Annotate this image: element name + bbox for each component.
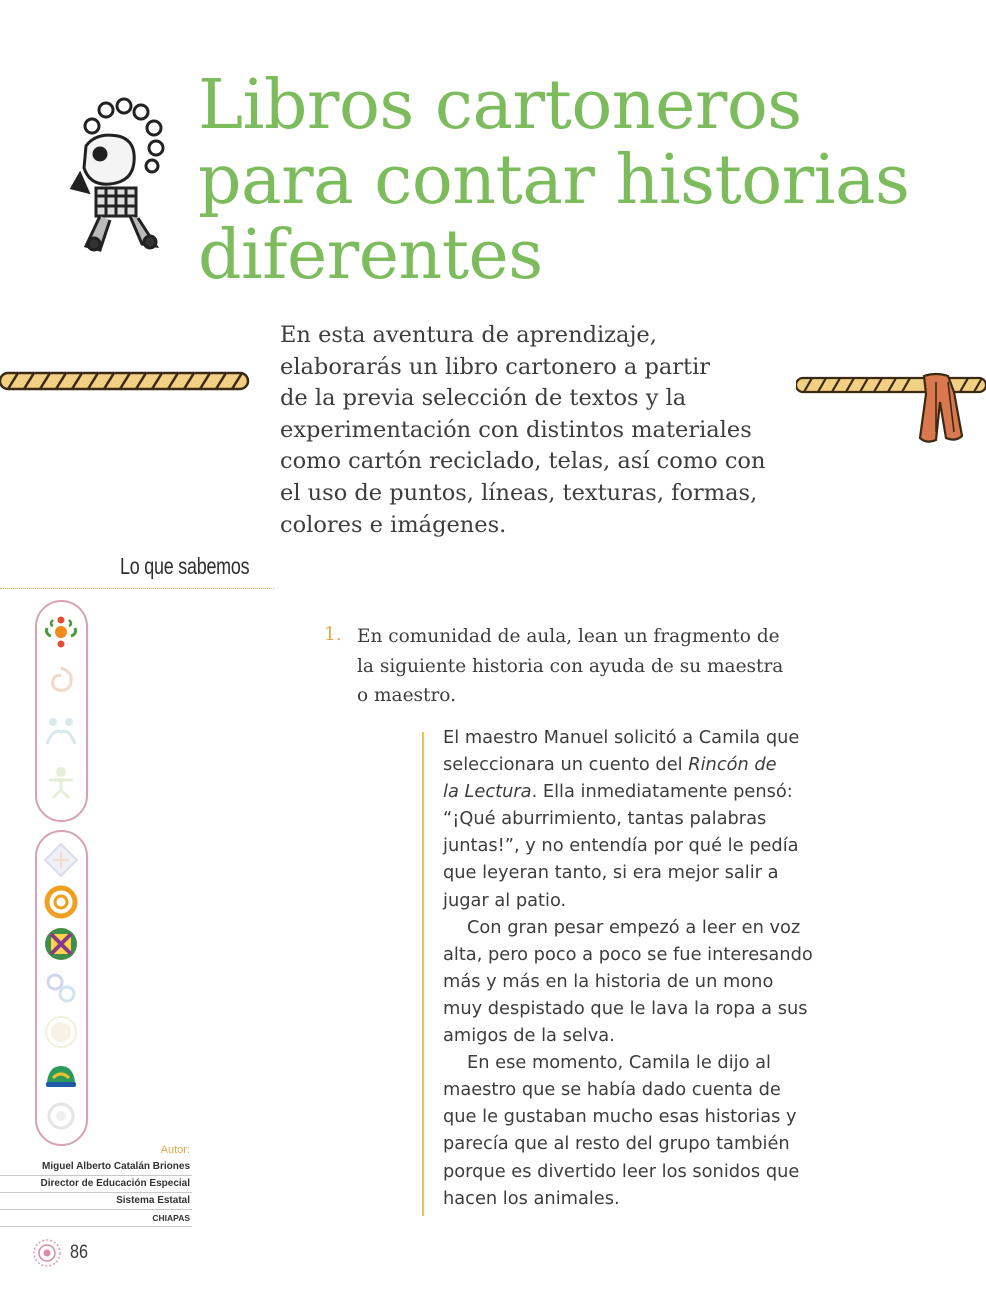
story-line: El maestro Manuel solicitó a Camila que <box>443 727 800 748</box>
story-line: muy despistado que le lava la ropa a sus <box>443 997 808 1019</box>
story-line: que le gustaban mucho esas historias y <box>443 1106 797 1128</box>
title-line: Libros cartoneros <box>198 66 802 145</box>
story-line <box>443 751 873 778</box>
author-credits <box>0 1144 192 1227</box>
activity-line: o maestro. <box>357 685 457 706</box>
diamond-faded-icon <box>43 842 79 878</box>
section-divider <box>0 588 274 589</box>
page-title <box>198 68 978 293</box>
author-name: Miguel Alberto Catalán Briones <box>0 1159 192 1176</box>
intro-line: como cartón reciclado, telas, así como con <box>280 448 766 475</box>
story-line: más y más en la historia de un mono <box>443 970 774 992</box>
story-accent-bar <box>422 732 424 1216</box>
story-line: porque es divertido leer los sonidos que <box>443 1160 800 1182</box>
spiral-faded-icon <box>43 664 79 700</box>
story-line: alta, pero poco a poco se fue interesando <box>443 943 813 965</box>
story-line: jugar al patio. <box>443 889 567 911</box>
figure-faded-icon <box>43 764 79 800</box>
story-line: juntas!”, y no entendía por qué le pedía <box>443 835 799 857</box>
story-excerpt <box>443 724 873 1212</box>
story-line: En ese momento, Camila le dijo al <box>467 1052 771 1074</box>
story-line: amigos de la selva. <box>443 1025 615 1047</box>
story-text: . Ella inmediatamente pensó: <box>531 781 793 803</box>
flower-icon <box>43 614 79 650</box>
spiral-orange-icon <box>43 884 79 920</box>
story-line: Con gran pesar empezó a leer en voz <box>467 916 801 938</box>
author-state: CHIAPAS <box>0 1210 192 1227</box>
title-line: para contar historias <box>198 141 910 220</box>
intro-line: el uso de puntos, líneas, texturas, formas, <box>280 479 758 506</box>
turtle-icon <box>43 1058 79 1094</box>
section-heading: Lo que sabemos <box>120 553 250 579</box>
page-number: 86 <box>70 1242 88 1263</box>
intro-line: colores e imágenes. <box>280 511 507 538</box>
activity-line: la siguiente historia con ayuda de su maestra <box>357 655 784 677</box>
intro-line: experimentación con distintos materiales <box>280 416 752 443</box>
story-text: seleccionara un cuento del <box>443 754 689 776</box>
rope-icon <box>0 366 250 396</box>
author-role: Director de Educación Especial <box>0 1176 192 1193</box>
intro-line: de la previa selección de textos y la <box>280 385 687 412</box>
story-line <box>443 778 873 805</box>
author-label: Autor: <box>160 1144 190 1156</box>
title-line: diferentes <box>198 216 543 295</box>
square-cross-icon <box>43 926 79 962</box>
story-line: que leyeran tanto, si era mejor salir a <box>443 862 779 884</box>
activity-number: 1. <box>324 624 342 645</box>
activity-text <box>357 622 837 711</box>
story-line: maestro que se había dado cuenta de <box>443 1079 781 1101</box>
book-title-emphasis: Rincón de <box>688 754 777 776</box>
sun-faded-icon <box>43 1014 79 1050</box>
codex-glyph-icon <box>66 96 166 256</box>
circle-faded-icon <box>43 1098 79 1134</box>
intro-paragraph <box>280 320 800 541</box>
links-faded-icon <box>43 970 79 1006</box>
story-line: “¡Qué aburrimiento, tantas palabras <box>443 808 767 830</box>
rope-knot-icon <box>796 372 986 447</box>
author-system: Sistema Estatal <box>0 1193 192 1210</box>
book-title-emphasis: la Lectura <box>443 781 532 803</box>
people-faded-icon <box>43 714 79 750</box>
story-line: parecía que al resto del grupo también <box>443 1133 790 1155</box>
activity-line: En comunidad de aula, lean un fragmento de <box>357 626 780 647</box>
page-sun-icon <box>32 1238 62 1268</box>
intro-line: En esta aventura de aprendizaje, <box>280 322 657 348</box>
intro-line: elaborarás un libro cartonero a partir <box>280 353 711 380</box>
story-line: hacen los animales. <box>443 1187 620 1209</box>
